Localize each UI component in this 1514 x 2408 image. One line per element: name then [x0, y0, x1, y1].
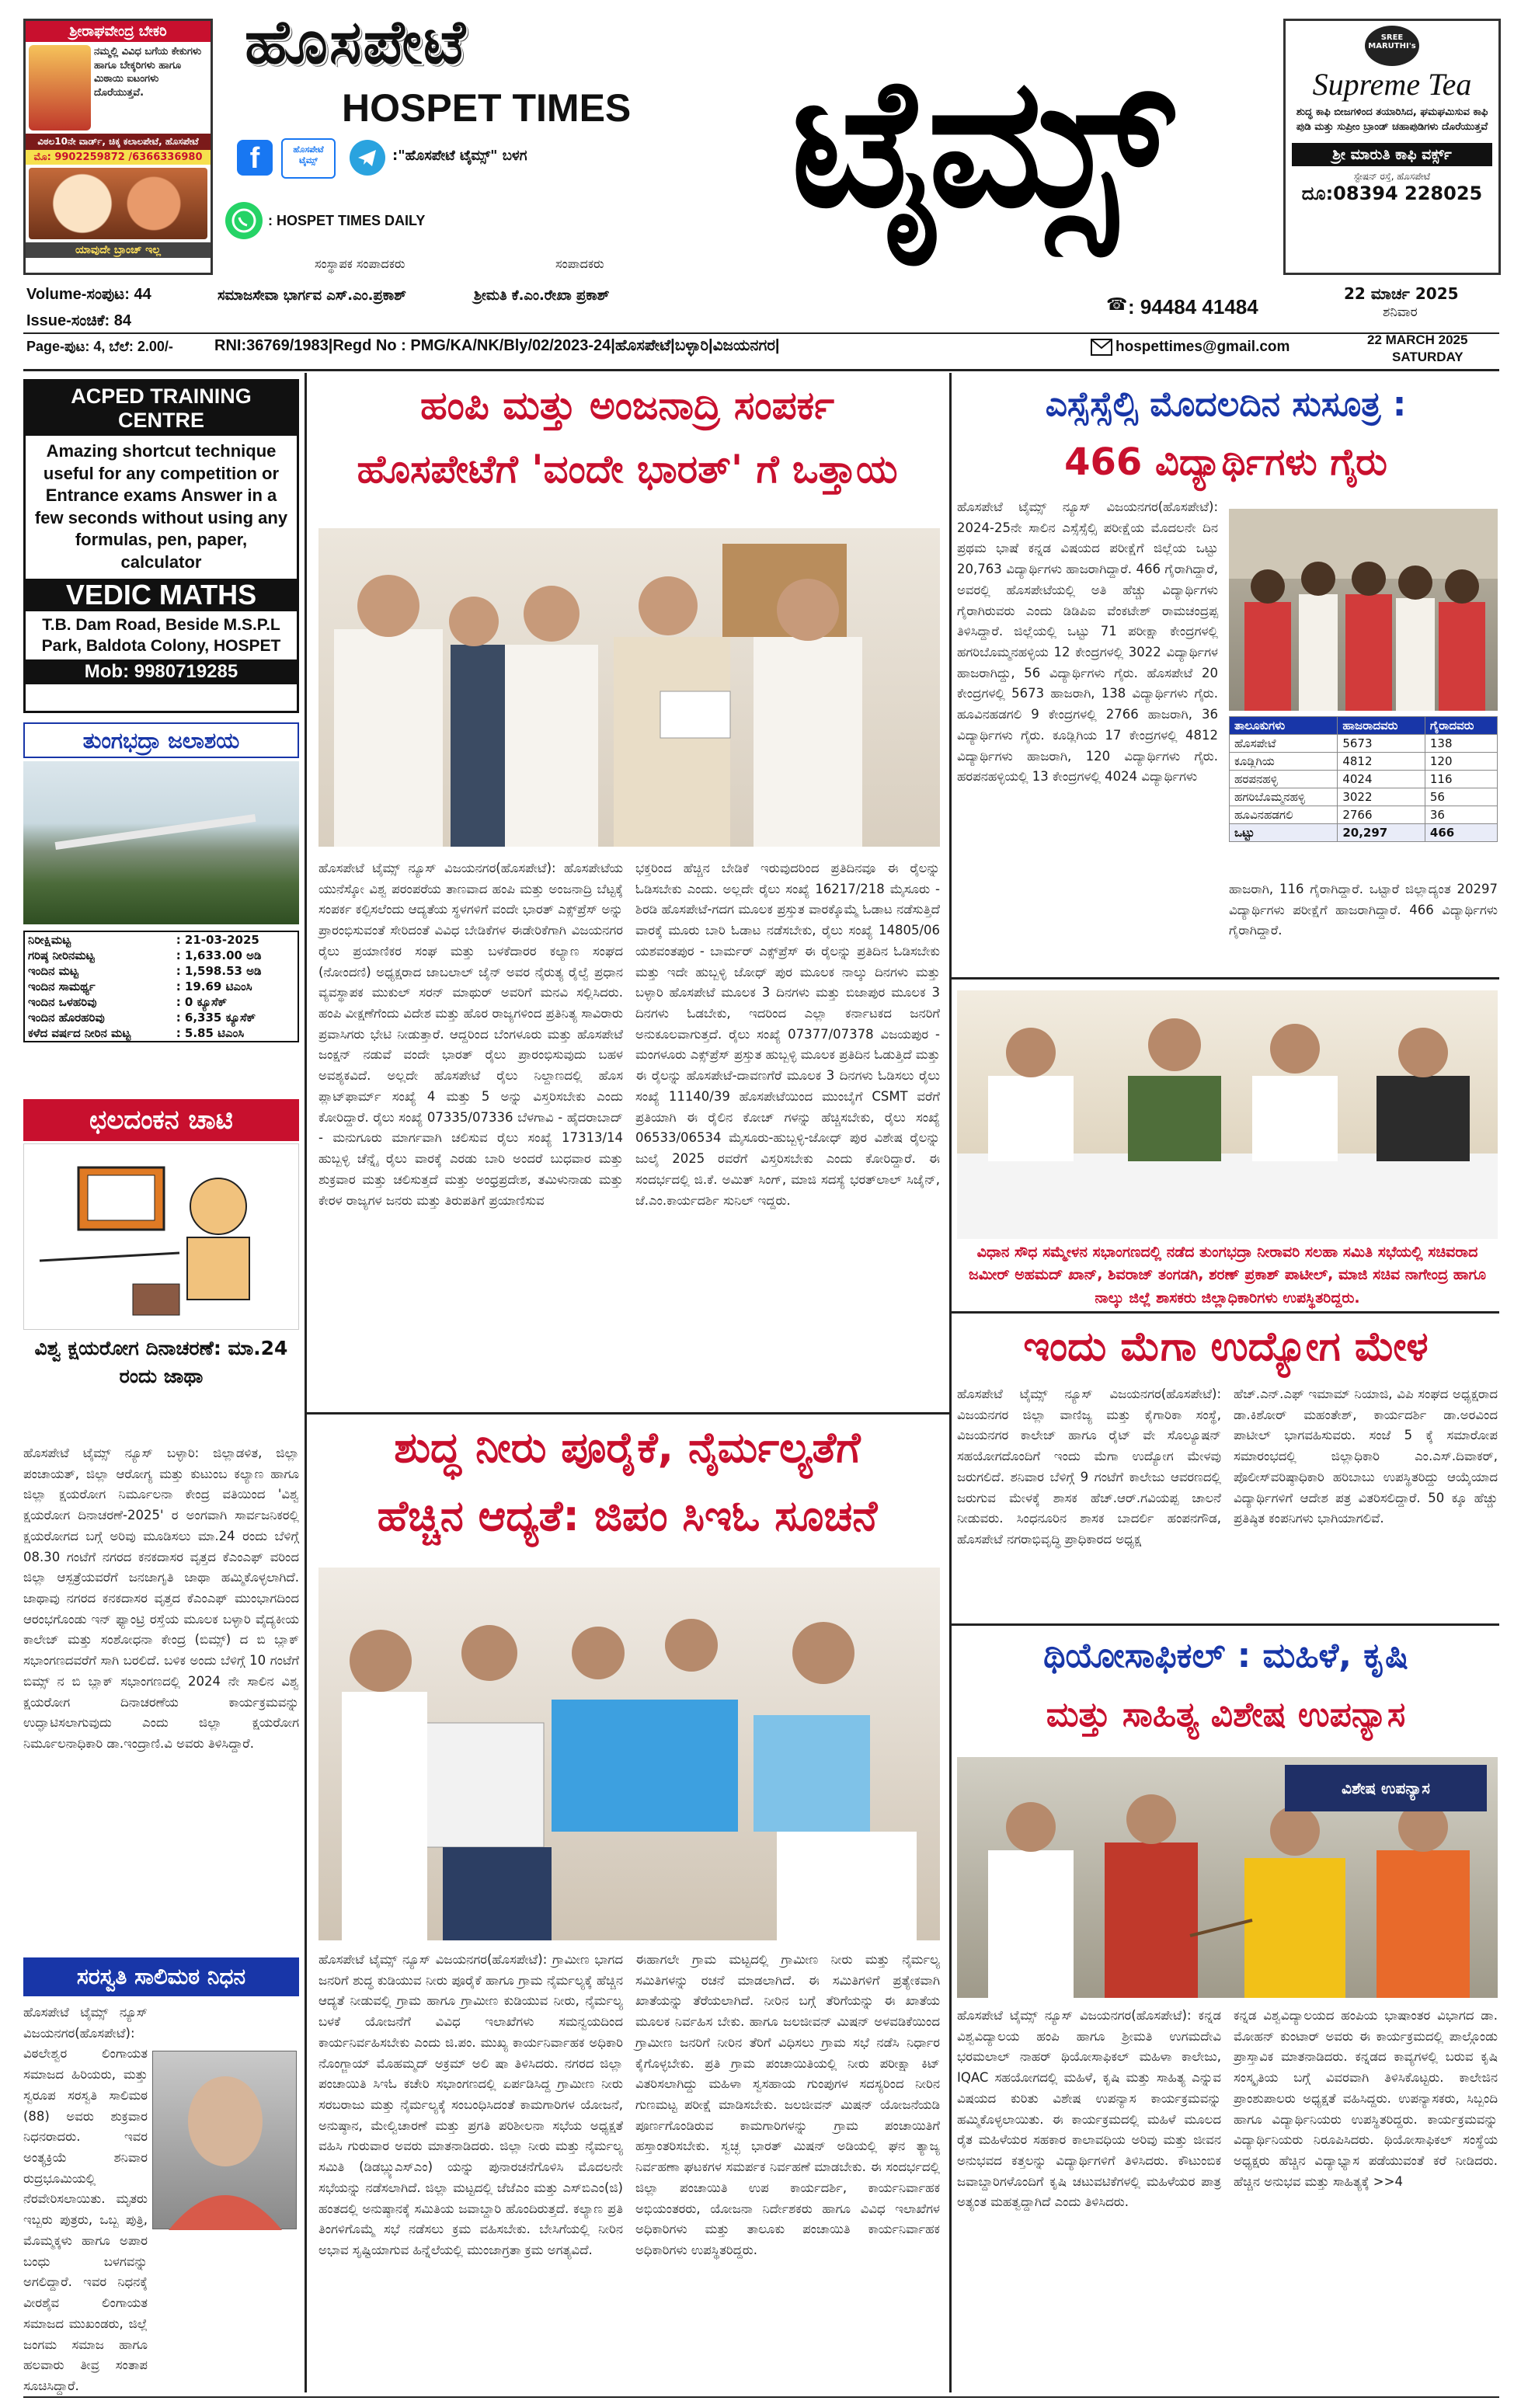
story1-column-2: ಭಕ್ತರಿಂದ ಹೆಚ್ಚಿನ ಬೇಡಿಕೆ ಇರುವುದರಿಂದ ಪ್ರತಿದಿನವೂ ಈ ರೈಲನ್ನು ಓಡಿಸಬೇಕು ಎಂದು. ಅಲ್ಲದೇ ರೈಲು ಸಂಖ್ಯೆ 16217/218 ಮೈಸೂರು - ಶಿರಡಿ ಹೊಸಪೇಟೆ-ಗದಗ ಮೂಲಕ ಪ್ರಸ್ತುತ ವಾರಕ್ಕೊಮ್ಮೆ ಓಡಾಟ ನಡೆಸುತ್ತಿದೆ ವಾರಕ್ಕೆ ಮೂರು ಬಾರಿ ಓಡಾಟ ನಡೆಸಬೇಕು, ರೈಲು ಸಂಖ್ಯೆ 14805/06 ಯಶವಂತಪುರ - ಬಾರ್ಮರ್ ಎಕ್ಸ್‌ಪ್ರೆಸ್ ಈ ರೈಲನ್ನು ಪ್ರತಿದಿನ ಓಡಿಸಬೇಕು ಮತ್ತು ಇದೇ ಹುಬ್ಬಳ್ಳಿ ಜೋಧ್ ಪುರ ಮೂಲಕ ನಾಲ್ಕು ದಿನಗಳು ಮತ್ತು ಬಳ್ಳಾರಿ ಹೊಸಪೇಟೆ ಮೂಲಕ 3 ದಿನಗಳು ಮತ್ತು ಬಿಜಾಪುರ ಮೂಲಕ 3 ದಿನಗಳು ಓಡಬೇಕು, ಇದರಿಂದ ಎಲ್ಲಾ ಕರ್ನಾಟಕದ ಜನರಿಗೆ ಅನುಕೂಲವಾಗುತ್ತದೆ. ರೈಲು ಸಂಖ್ಯೆ 07377/07378 ವಿಜಯಪುರ - ಮಂಗಳೂರು ಎಕ್ಸ್‌ಪ್ರೆಸ್ ಪ್ರಸ್ತುತ ಹುಬ್ಬಳ್ಳಿ ಮೂಲಕ ಪ್ರತಿದಿನ ಓಡುತ್ತಿದೆ ಮತ್ತು ಈ ರೈಲನ್ನು ಹೊಸಪೇಟೆ-ದಾವಣಗೆರೆ ಮೂಲಕ 3 ದಿನಗಳು ಓಡಿಸಲು ರೈಲು ಸಂಖ್ಯೆ 11140/39 ಹೊಸಪೇಟೆಯಿಂದ ಮುಂಬೈಗೆ CSMT ವರೆಗೆ ಪ್ರತಿಯಾಗಿ ಈ ರೈಲಿನ ಕೋಚ್ ಗಳನ್ನು ಹೆಚ್ಚಿಸಬೇಕು, ರೈಲು ಸಂಖ್ಯೆ 06533/06534 ಮೈಸೂರು-ಹುಬ್ಬಳ್ಳಿ-ಜೋಧ್ ಪುರ ವಿಶೇಷ ರೈಲನ್ನು ಜುಲೈ 2025 ರವರೆಗೆ ವಿಸ್ತರಿಸಬೇಕು ಎಂದು ಕೋರಿದ್ದಾರೆ. ಈ ಸಂದರ್ಭದಲ್ಲಿ ಜಿ.ಕೆ. ಅಮಿತ್ ಸಿಂಗ್, ಮಾಜಿ ಸದಸ್ಯೆ ಭರತ್‌ಲಾಲ್ ಸಿಜೈನ್, ಜೆ.ಎಂ.ಕಾರ್ಯದರ್ಶಿ ಸುನಿಲ್ ಇದ್ದರು. — [635, 861, 940, 1208]
bakery-ad — [23, 19, 213, 275]
registration-line: RNI:36769/1983|Regd No : PMG/KA/NK/Bly/02/2023-24|ಹೊಸಪೇಟೆ|ಬಳ್ಳಾರಿ|ವಿಜಯನಗರ| — [214, 337, 780, 354]
dam-level-label: ಇಂದಿನ ಒಳಹರಿವು — [28, 995, 97, 1009]
cartoon-image — [23, 1143, 299, 1330]
story6-column-2: ಕನ್ನಡ ವಿಶ್ವವಿದ್ಯಾಲಯದ ಹಂಪಿಯ ಭಾಷಾಂತರ ವಿಭಾಗದ ಡಾ. ಮೋಹನ್ ಕುಂಟಾರ್ ಅವರು ಈ ಕಾರ್ಯಕ್ರಮದಲ್ಲಿ ಪಾಲ್ಗೊಂಡು ಪ್ರಾಸ್ತಾವಿಕ ಮಾತನಾಡಿದರು. ಕನ್ನಡದ ಕಾವ್ಯಗಳಲ್ಲಿ ಬರುವ ಕೃಷಿ ಸಂಸ್ಕೃತಿಯ ಬಗ್ಗೆ ವಿವರವಾಗಿ ತಿಳಿಸಿಕೊಟ್ಟರು. ಕಾಲೇಜಿನ ಪ್ರಾಂಶುಪಾಲರು ಅಧ್ಯಕ್ಷತೆ ವಹಿಸಿದ್ದರು. ಉಪನ್ಯಾಸಕರು, ಸಿಬ್ಬಂದಿ ಹಾಗೂ ವಿದ್ಯಾರ್ಥಿನಿಯರು ಉಪಸ್ಥಿತರಿದ್ದರು. ಕಾರ್ಯಕ್ರಮವನ್ನು ವಿದ್ಯಾರ್ಥಿನಿಯರು ನಿರೂಪಿಸಿದರು. ಥಿಯೋಸಾಫಿಕಲ್ ಸಂಸ್ಥೆಯ ಅಧ್ಯಕ್ಷರು ಹೆಚ್ಚಿನ ವಿದ್ಯಾಭ್ಯಾಸ ಪಡೆಯುವಂತೆ ಕರೆ ನೀಡಿದರು. ಹೆಚ್ಚಿನ ಅನುಭವ ಮತ್ತು ಸಾಹಿತ್ಯಕ್ಕೆ >>4 — [1234, 2008, 1498, 2189]
cartoon-caption: ವಿಶ್ವ ಕ್ಷಯರೋಗ ದಿನಾಚರಣೆ: ಮಾ.24 ರಂದು ಜಾಥಾ — [34, 1337, 288, 1388]
exam-table-cell: 20,297 — [1338, 824, 1425, 842]
story1-photo — [318, 528, 940, 847]
story2-column-1: ಹೊಸಪೇಟೆ ಟೈಮ್ಸ್ ನ್ಯೂಸ್ ವಿಜಯನಗರ(ಹೊಸಪೇಟೆ): ಗ್ರಾಮೀಣ ಭಾಗದ ಜನರಿಗೆ ಶುದ್ಧ ಕುಡಿಯುವ ನೀರು ಪೂರೈಕೆ ಹಾಗೂ ಗ್ರಾಮ ನೈರ್ಮಲ್ಯಕ್ಕೆ ಹೆಚ್ಚಿನ ಆದ್ಯತೆ ನೀಡುವಲ್ಲಿ ಗ್ರಾಮ ಹಾಗೂ ಗ್ರಾಮೀಣ ಕುಡಿಯುವ ನೀರು, ನೈರ್ಮಲ್ಯ ಬಳಕೆ ಯೋಜನೆಗೆ ವಿವಿಧ ಇಲಾಖೆಗಳು ಸಮನ್ವಯದಿಂದ ಕಾರ್ಯನಿರ್ವಹಿಸಬೇಕು ಎಂದು ಜಿ.ಪಂ. ಮುಖ್ಯ ಕಾರ್ಯನಿರ್ವಾಹಕ ಅಧಿಕಾರಿ ನೊಂಗ್ಜಾಯ್ ಮೊಹಮ್ಮದ್ ಅಕ್ರಮ್ ಅಲಿ ಷಾ ತಿಳಿಸಿದರು. ನಗರದ ಜಿಲ್ಲಾ ಪಂಚಾಯಿತಿ ಸಿಇಓ ಕಚೇರಿ ಸಭಾಂಗಣದಲ್ಲಿ ಏರ್ಪಡಿಸಿದ್ದ ಗ್ರಾಮೀಣ ನೀರು ಸರಬರಾಜು ಮತ್ತು ನೈರ್ಮಲ್ಯಕ್ಕೆ ಸಂಬಂಧಿಸಿದಂತೆ ಕಾಮಗಾರಿಗಳ ಯೋಜನೆ, ಅನುಷ್ಠಾನ, ಮೇಲ್ವಿಚಾರಣೆ ಮತ್ತು ಪ್ರಗತಿ ಪರಿಶೀಲನಾ ಸಭೆಯ ಅಧ್ಯಕ್ಷತೆ ವಹಿಸಿ ಗುರುವಾರ ಅವರು ಮಾತನಾಡಿದರು. ಜಿಲ್ಲಾ ನೀರು ಮತ್ತು ನೈರ್ಮಲ್ಯ ಸಮಿತಿ (ಡಿಡಬ್ಲ್ಯುಎಸ್‌ಎಂ) ಯನ್ನು ಪುನಾರಚನೆಗೊಳಿಸಿ ಮೊದಲನೇ ಸಭೆಯನ್ನು ನಡೆಸಲಾಗಿದೆ. ಜಿಲ್ಲಾ ಮಟ್ಟದಲ್ಲಿ ಜೆಜೆಎಂ ಮತ್ತು ಎಸ್‌ಬಿಎಂ(ಜಿ) ಹಂತದಲ್ಲಿ ಅನುಷ್ಠಾನಕ್ಕೆ ಸಮಿತಿಯ ಜವಾಬ್ದಾರಿ ಹೊಂದಿರುತ್ತದೆ. ಕಲ್ಯಾಣ ಪ್ರತಿ ತಿಂಗಳಿಗೊಮ್ಮೆ ಸಭೆ ನಡೆಸಲು ಕ್ರಮ ವಹಿಸಬೇಕು. ಬೇಸಿಗೆಯಲ್ಲಿ ನೀರಿನ ಅಭಾವ ಸೃಷ್ಟಿಯಾಗುವ ಹಿನ್ನೆಲೆಯಲ್ಲಿ ಮುಂಜಾಗ್ರತಾ ಕ್ರಮ ಅಗತ್ಯವಿದೆ. — [318, 1952, 623, 2258]
lecture-banner: ವಿಶೇಷ ಉಪನ್ಯಾಸ — [1285, 1765, 1487, 1811]
exam-table-header: ತಾಲೂಕುಗಳು — [1230, 717, 1338, 735]
deity-image — [29, 45, 91, 130]
dam-level-label: ಇಂದಿನ ಹೊರಹರಿವು — [28, 1011, 105, 1025]
exam-table-cell: ಹರಪನಹಳ್ಳಿ — [1230, 771, 1338, 788]
dam-level-value: : 5.85 ಟಿಎಂಸಿ — [176, 1026, 245, 1040]
dam-level-row — [24, 1010, 298, 1025]
exam-table-cell: 466 — [1425, 824, 1497, 842]
exam-table-cell: ಕೂಡ್ಲಿಗಿಯ — [1230, 753, 1338, 771]
story3-photo — [1229, 509, 1498, 711]
group-label: :"ಹೊಸಪೇಟೆ ಟೈಮ್ಸ್" ಬಳಗ — [392, 148, 527, 164]
bakery-ad-address: ವಿಠಲ10ನೇ ವಾರ್ಡ್, ಚಿಕ್ಕ ಕಲಾಲಪೇಟೆ, ಹೊಸಪೇಟೆ — [26, 134, 211, 150]
exam-table-cell: ಹಗರಿಬೊಮ್ಮನಹಳ್ಳಿ — [1230, 788, 1338, 806]
telegram-icon[interactable] — [350, 140, 385, 176]
exam-table-cell: 2766 — [1338, 806, 1425, 824]
editor-name: ಶ್ರೀಮತಿ ಕೆ.ಎಂ.ರೇಖಾ ಪ್ರಕಾಶ್ — [474, 287, 610, 304]
phone-number: : 94484 41484 — [1128, 295, 1258, 318]
dam-level-row — [24, 931, 298, 948]
big-title: ಟೈಮ್ಸ್ — [791, 40, 1167, 247]
dam-level-label: ಕಳೆದ ವರ್ಷದ ನೀರಿನ ಮಟ್ಟ — [28, 1026, 131, 1040]
bakery-ad-phones: ಮೊ: 9902259872 /6366336980 — [26, 150, 211, 165]
facebook-page-label: ಹೊಸಪೇಟೆ ಟೈಮ್ಸ್ — [281, 138, 336, 179]
exam-table-row — [1230, 788, 1498, 806]
date-kannada: 22 ಮಾರ್ಚ 2025 — [1344, 284, 1459, 303]
exam-table-cell: ಹೂವಿನಹಡಗಲಿ — [1230, 806, 1338, 824]
tea-brand: Supreme Tea — [1312, 67, 1472, 102]
acped-title: ACPED TRAINING CENTRE — [26, 381, 297, 436]
story2-column-2: ಈಹಾಗಲೇ ಗ್ರಾಮ ಮಟ್ಟದಲ್ಲಿ ಗ್ರಾಮೀಣ ನೀರು ಮತ್ತು ನೈರ್ಮಲ್ಯ ಸಮಿತಿಗಳನ್ನು ರಚನೆ ಮಾಡಲಾಗಿದೆ. ಈ ಸಮಿತಿಗಳಿಗೆ ಪ್ರತ್ಯೇಕವಾಗಿ ಖಾತೆಯನ್ನು ತೆರೆಯಲಾಗಿದೆ. ನೀರಿನ ಬಗ್ಗೆ ತೆರಿಗೆಯನ್ನು ಈ ಖಾತೆಯ ಮೂಲಕ ನಿರ್ವಹಿಸ ಬೇಕು. ಹಾಗೂ ಜಲಜೀವನ್ ಮಿಷನ್ ಅಳವಡಿಕೆಯಿಂದ ಗ್ರಾಮೀಣ ಜನರಿಗೆ ನೀರಿನ ತೆರಿಗೆ ವಿಧಿಸಲು ಗ್ರಾಮ ಸಭೆ ನಡೆಸಿ ನಿರ್ಧಾರ ಕೈಗೊಳ್ಳಬೇಕು. ಪ್ರತಿ ಗ್ರಾಮ ಪಂಚಾಯಿತಿಯಲ್ಲಿ ನೀರು ಪರೀಕ್ಷಾ ಕಿಟ್ ವಿತರಿಸಲಾಗಿದ್ದು ಮಹಿಳಾ ಸ್ವಸಹಾಯ ಗುಂಪುಗಳ ಸದಸ್ಯರಿಂದ ನೀರಿನ ಗುಣಮಟ್ಟ ಪರೀಕ್ಷೆ ಮಾಡಿಸಬೇಕು. ಜಲಜೀವನ್ ಮಿಷನ್ ಯೋಜನೆಯಡಿ ಪೂರ್ಣಗೊಂಡಿರುವ ಕಾಮಗಾರಿಗಳನ್ನು ಗ್ರಾಮ ಪಂಚಾಯಿತಿಗೆ ಹಸ್ತಾಂತರಿಸಬೇಕು. ಸ್ವಚ್ಛ ಭಾರತ್ ಮಿಷನ್ ಅಡಿಯಲ್ಲಿ ಘನ ತ್ಯಾಜ್ಯ ನಿರ್ವಹಣಾ ಘಟಕಗಳ ಸಮರ್ಪಕ ನಿರ್ವಹಣೆ ಮಾಡಬೇಕು. ಈ ಸಂದರ್ಭದಲ್ಲಿ ಜಿಲ್ಲಾ ಪಂಚಾಯಿತಿ ಉಪ ಕಾರ್ಯದರ್ಶಿ, ಕಾರ್ಯನಿರ್ವಾಹಕ ಅಭಿಯಂತರರು, ಯೋಜನಾ ನಿರ್ದೇಶಕರು ಹಾಗೂ ವಿವಿಧ ಇಲಾಖೆಗಳ ಅಧಿಕಾರಿಗಳು ಮತ್ತು ತಾಲೂಕು ಪಂಚಾಯಿತಿ ಕಾರ್ಯನಿರ್ವಾಹಕ ಅಧಿಕಾರಿಗಳು ಉಪಸ್ಥಿತರಿದ್ದರು. — [635, 1952, 940, 2258]
vedic-maths: VEDIC MATHS — [26, 579, 297, 611]
dam-title: ತುಂಗಭದ್ರಾ ಜಲಾಶಯ — [23, 722, 299, 758]
story5-headline: ಇಂದು ಮೆಗಾ ಉದ್ಯೋಗ ಮೇಳ — [1023, 1324, 1429, 1370]
story1-headline-2: ಹೊಸಪೇಟೆಗೆ 'ವಂದೇ ಭಾರತ್' ಗೆ ಒತ್ತಾಯ — [357, 447, 898, 492]
tea-phone: ದೂ:08394 228025 — [1301, 182, 1483, 204]
exam-table-header: ಹಾಜರಾದವರು — [1338, 717, 1425, 735]
dam-levels — [23, 931, 299, 1042]
day-english: SATURDAY — [1392, 350, 1464, 364]
obituary-title: ಸರಸ್ವತಿ ಸಾಲಿಮಠ ನಿಧನ — [23, 1957, 299, 1996]
date-english: 22 MARCH 2025 — [1367, 332, 1468, 347]
exam-table-cell: 4024 — [1338, 771, 1425, 788]
acped-text: Amazing shortcut technique useful for any competition or Entrance exams Answer in a few seconds without using any formulas, pen, paper, calculator — [34, 441, 288, 572]
tea-desc: ಶುದ್ಧ ಕಾಫಿ ಬೀಜಗಳಿಂದ ತಯಾರಿಸಿದ, ಘಮಘಮಿಸುವ ಕಾಫಿ ಪುಡಿ ಮತ್ತು ಸುಪ್ರೀಂ ಬ್ರಾಂಡ್ ಚಹಾಪುಡಿಗಳು ದೊರೆಯುತ್ತವೆ — [1296, 106, 1488, 133]
obituary-photo — [152, 2051, 297, 2229]
story6-headline-1: ಥಿಯೋಸಾಫಿಕಲ್ : ಮಹಿಳೆ, ಕೃಷಿ — [1043, 1636, 1408, 1676]
bakery-ad-desc: ನಮ್ಮಲ್ಲಿ ವಿವಿಧ ಬಗೆಯ ಕೇಕುಗಳು ಹಾಗೂ ಬೇಕ್ಕರಿಗಳು ಹಾಗೂ ಮಿಠಾಯಿ ಐಟಂಗಳು ದೊರೆಯುತ್ತವೆ. — [94, 46, 202, 99]
story3-headline-1: ಎಸ್ಸೆಸ್ಸೆಲ್ಸಿ ಮೊದಲದಿನ ಸುಸೂತ್ರ : — [1045, 385, 1407, 424]
title-kannada: ಹೊಸಪೇಟೆ — [245, 8, 468, 78]
tea-address: ಸ್ಟೇಷನ್ ರಸ್ತೆ, ಹೊಸಪೇಟೆ — [1353, 170, 1431, 182]
meeting-caption: ವಿಧಾನ ಸೌಧ ಸಮ್ಮೇಳನ ಸಭಾಂಗಣದಲ್ಲಿ ನಡೆದ ತುಂಗಭದ್ರಾ ನೀರಾವರಿ ಸಲಹಾ ಸಮಿತಿ ಸಭೆಯಲ್ಲಿ ಸಚಿವರಾದ ಜಮೀರ್ ಅಹಮದ್ ಖಾನ್, ಶಿವರಾಜ್ ತಂಗಡಗಿ, ಶರಣ್ ಪ್ರಕಾಶ್ ಪಾಟೀಲ್, ಮಾಜಿ ಸಚಿವ ನಾಗೇಂದ್ರ ಹಾಗೂ ನಾಲ್ಕು ಜಿಲ್ಲೆ ಶಾಸಕರು ಜಿಲ್ಲಾಧಿಕಾರಿಗಳು ಉಪಸ್ಥಿತರಿದ್ದರು. — [969, 1244, 1486, 1307]
story2-headline-2: ಹೆಚ್ಚಿನ ಆದ್ಯತೆ: ಜಿಪಂ ಸಿಇಓ ಸೂಚನೆ — [377, 1491, 878, 1540]
dam-level-row — [24, 963, 298, 979]
story2-photo — [318, 1568, 940, 1940]
story5-column-2: ಹೆಚ್.ಎನ್.ಎಫ್ ಇಮಾಮ್ ನಿಯಾಜಿ, ವಿಪಿ ಸಂಘದ ಅಧ್ಯಕ್ಷರಾದ ಡಾ.ಕಿಶೋರ್ ಮಹಂತೇಶ್, ಕಾರ್ಯದರ್ಶಿ ಡಾ.ಅರವಿಂದ ಪಾಟೀಲ್ ಭಾಗವಹಿಸುವರು. ಸಂಜೆ 5 ಕ್ಕೆ ಸಮಾರೋಪ ಸಮಾರಂಭದಲ್ಲಿ ಜಿಲ್ಲಾಧಿಕಾರಿ ಎಂ.ಎಸ್.ದಿವಾಕರ್, ಪೊಲೀಸ್‌ವರಿಷ್ಠಾಧಿಕಾರಿ ಹರಿಬಾಬು ಉಪಸ್ಥಿತರಿದ್ದು ಆಯ್ಕೆಯಾದ ವಿದ್ಯಾರ್ಥಿಗಳಿಗೆ ಆದೇಶ ಪತ್ರ ವಿತರಿಸಲಿದ್ದಾರೆ. 50 ಕ್ಕೂ ಹೆಚ್ಚು ಪ್ರತಿಷ್ಠಿತ ಕಂಪನಿಗಳು ಭಾಗಿಯಾಗಲಿವೆ. — [1234, 1387, 1498, 1526]
bakery-ad-footer: ಯಾವುದೇ ಬ್ರಾಂಚ್ ಇಲ್ಲ — [26, 242, 211, 258]
dam-level-value: : 1,598.53 ಅಡಿ — [176, 964, 262, 978]
volume: Volume-ಸಂಪುಟ: 44 — [26, 286, 151, 303]
cake-image — [29, 168, 207, 239]
exam-table-cell: 138 — [1425, 735, 1497, 753]
facebook-icon[interactable]: f — [237, 140, 273, 176]
dam-level-value: : 0 ಕ್ಯೂಸೆಕ್ — [176, 995, 228, 1009]
exam-table-row — [1230, 771, 1498, 788]
dam-level-label: ನಿರೀಕ್ಷಿಮಟ್ಟ — [28, 933, 71, 947]
exam-table-cell: ಹೊಸಪೇಟೆ — [1230, 735, 1338, 753]
story2-headline-1: ಶುದ್ಧ ನೀರು ಪೂರೈಕೆ, ನೈರ್ಮಲ್ಯತೆಗೆ — [394, 1423, 861, 1472]
dam-level-row — [24, 948, 298, 963]
tea-ad — [1283, 19, 1501, 275]
pages-price: Page-ಪುಟ: 4, ಬೆಲೆ: 2.00/- — [26, 339, 173, 354]
acped-ad — [23, 379, 299, 713]
exam-table-cell: ಒಟ್ಟು — [1230, 824, 1338, 842]
dam-level-value: : 6,335 ಕ್ಯೂಸೆಕ್ — [176, 1011, 256, 1025]
exam-table-cell: 36 — [1425, 806, 1497, 824]
exam-table-row — [1230, 735, 1498, 753]
title-english: HOSPET TIMES — [342, 86, 632, 130]
bakery-ad-name: ಶ್ರೀರಾಘವೇಂದ್ರ ಬೇಕರಿ — [26, 21, 211, 42]
exam-table-cell: 3022 — [1338, 788, 1425, 806]
masthead — [0, 0, 1514, 373]
exam-table-row — [1230, 753, 1498, 771]
tea-shop: ಶ್ರೀ ಮಾರುತಿ ಕಾಫಿ ವರ್ಕ್ಸ್ — [1292, 143, 1492, 166]
lecture-photo — [957, 1757, 1498, 1998]
exam-table-row — [1230, 824, 1498, 842]
exam-table-cell: 56 — [1425, 788, 1497, 806]
founder-name: ಸಮಾಜಸೇವಾ ಭಾರ್ಗವ ಎಸ್.ಎಂ.ಪ್ರಕಾಶ್ — [218, 287, 406, 304]
exam-table-header: ಗೈರಾದವರು — [1425, 717, 1497, 735]
dam-level-row — [24, 994, 298, 1010]
dam-level-label: ಇಂದಿನ ಸಾಮರ್ಥ್ಯ — [28, 980, 96, 993]
story1-headline-1: ಹಂಪಿ ಮತ್ತು ಅಂಜನಾದ್ರಿ ಸಂಪರ್ಕ — [419, 383, 835, 428]
story3-headline-2: 466 ವಿದ್ಯಾರ್ಥಿಗಳು ಗೈರು — [1064, 440, 1387, 484]
cartoon-title: ಛಲದಂಕನ ಚಾಟಿ — [23, 1099, 299, 1141]
whatsapp-icon[interactable] — [225, 202, 263, 239]
story3-text-bottom: ಹಾಜರಾಗಿ, 116 ಗೈರಾಗಿದ್ದಾರೆ. ಒಟ್ಟಾರೆ ಜಿಲ್ಲಾದ್ಯಂತ 20297 ವಿದ್ಯಾರ್ಥಿಗಳು ಪರೀಕ್ಷೆಗೆ ಹಾಜರಾಗಿದ್ದಾರೆ. 466 ವಿದ್ಯಾರ್ಥಿಗಳು ಗೈರಾಗಿದ್ದಾರೆ. — [1229, 882, 1498, 938]
tea-logo: SREE MARUTHI's — [1365, 26, 1419, 66]
exam-table — [1229, 716, 1498, 842]
exam-table-grid — [1229, 716, 1498, 842]
dam-level-value: : 1,633.00 ಅಡಿ — [176, 948, 262, 962]
vedic-mobile: Mob: 9980719285 — [26, 659, 297, 684]
editor-role: ಸಂಪಾದಕರು — [555, 256, 604, 271]
story5-column-1: ಹೊಸಪೇಟೆ ಟೈಮ್ಸ್ ನ್ಯೂಸ್ ವಿಜಯನಗರ(ಹೊಸಪೇಟೆ): ವಿಜಯನಗರ ಜಿಲ್ಲಾ ವಾಣಿಜ್ಯ ಮತ್ತು ಕೈಗಾರಿಕಾ ಸಂಸ್ಥೆ, ವಿಜಯನಗರ ಕಾಲೇಜ್ ಹಾಗೂ ರೈಟ್ ವೇ ಸೊಲ್ಯೂಷನ್ ಸಹಯೋಗದೊಂದಿಗೆ ಇಂದು ಮೆಗಾ ಉದ್ಯೋಗ ಮೇಳವು ಜರುಗಲಿದೆ. ಶನಿವಾರ ಬೆಳಿಗ್ಗೆ 9 ಗಂಟೆಗೆ ಕಾಲೇಜು ಆವರಣದಲ್ಲಿ ಜರುಗುವ ಮೇಳಕ್ಕೆ ಶಾಸಕ ಹೆಚ್.ಆರ್.ಗವಿಯಪ್ಪ ಚಾಲನೆ ನೀಡುವರು. ಸಿಂಧನೂರಿನ ಶಾಸಕ ಬಾದರ್ಲಿ ಹಂಪನಗೌಡ, ಹೊಸಪೇಟೆ ನಗರಾಭಿವೃದ್ಧಿ ಪ್ರಾಧಿಕಾರದ ಅಧ್ಯಕ್ಷ — [957, 1387, 1221, 1547]
exam-table-row — [1230, 806, 1498, 824]
exam-table-cell: 116 — [1425, 771, 1497, 788]
story1-column-1: ಹೊಸಪೇಟೆ ಟೈಮ್ಸ್ ನ್ಯೂಸ್ ವಿಜಯನಗರ(ಹೊಸಪೇಟೆ): ಹೊಸಪೇಟೆಯ ಯುನೆಸ್ಕೋ ವಿಶ್ವ ಪರಂಪರೆಯ ತಾಣವಾದ ಹಂಪಿ ಮತ್ತು ಅಂಜನಾದ್ರಿ ಬೆಟ್ಟಕ್ಕೆ ಸಂಪರ್ಕ ಕಲ್ಪಿಸಲೆಂದು ಆದ್ಯತೆಯ ಸ್ಥಳಗಳಿಗೆ ವಂದೇ ಭಾರತ್ ಎಕ್ಸ್‌ಪ್ರೆಸ್ ಅನ್ನು ಪ್ರಾರಂಭಿಸುವಂತೆ ಸೇರಿದಂತೆ ವಿವಿಧ ಬೇಡಿಕೆಗಳ ಈಡೇರಿಕೆಗಾಗಿ ವಿಜಯನಗರ ರೈಲು ಪ್ರಯಾಣಿಕರ ಸಂಘ ಮತ್ತು ಬಳಕೆದಾರರ ಕಲ್ಯಾಣ ಸಂಘದ (ನೋಂದಣಿ) ಅಧ್ಯಕ್ಷರಾದ ಜಾಬಲಾಲ್ ಜೈನ್ ಅವರ ನೈರುತ್ಯ ರೈಲ್ವೆ ಪ್ರಧಾನ ವ್ಯವಸ್ಥಾಪಕ ಮುಕುಲ್ ಸರನ್ ಮಾಥುರ್ ಅವರಿಗೆ ಮನವಿ ಸಲ್ಲಿಸಿದರು. ಹಂಪಿ ವೀಕ್ಷಣೆಗೆಂದು ವಿದೇಶ ಮತ್ತು ಹೊರ ರಾಜ್ಯಗಳಿಂದ ಪ್ರತಿನಿತ್ಯ ಸಾವಿರಾರು ಪ್ರವಾಸಿಗರು ಭೇಟಿ ನೀಡುತ್ತಾರೆ. ಆದ್ದರಿಂದ ಬೆಂಗಳೂರು ಮತ್ತು ಹೊಸಪೇಟೆ ಜಂಕ್ಷನ್ ನಡುವೆ ವಂದೇ ಭಾರತ್ ರೈಲು ಪ್ರಾರಂಭಿಸುವುದು ಬಹಳ ಅವಶ್ಯಕವಿದೆ. ಅಲ್ಲದೇ ಹೊಸಪೇಟೆ ರೈಲು ನಿಲ್ದಾಣದಲ್ಲಿ ಹೊಸ ಪ್ಲಾಟ್‌ಫಾರ್ಮ್ ಸಂಖ್ಯೆ 4 ಮತ್ತು 5 ಅನ್ನು ವಿಸ್ತರಿಸಬೇಕು ಎಂದು ಕೋರಿದ್ದಾರೆ. ರೈಲು ಸಂಖ್ಯೆ 07335/07336 ಬೆಳಗಾವಿ - ಹೈದರಾಬಾದ್ - ಮನುಗೂರು ಮಾರ್ಗವಾಗಿ ಚಲಿಸುವ ರೈಲು ಸಂಖ್ಯೆ 17313/14 ಹುಬ್ಬಳ್ಳಿ ಚೆನ್ನೈ ರೈಲು ವಾರಕ್ಕೆ ಎರಡು ಬಾರಿ ಅಂದರೆ ಬುಧವಾರ ಮತ್ತು ಶುಕ್ರವಾರ ಮತ್ತು ಚಲಿಸುತ್ತದೆ ಮತ್ತು ಅಂಧ್ರಪ್ರದೇಶ, ತಮಿಳುನಾಡು ಮತ್ತು ಕೇರಳ ರಾಜ್ಯಗಳ ಜನರು ಮತ್ತು ತಿರುಪತಿಗೆ ಪ್ರಯಾಣಿಸುವ — [318, 861, 623, 1208]
story6-headline-2: ಮತ್ತು ಸಾಹಿತ್ಯ ವಿಶೇಷ ಉಪನ್ಯಾಸ — [1046, 1695, 1406, 1735]
exam-table-cell: 120 — [1425, 753, 1497, 771]
day-kannada: ಶನಿವಾರ — [1383, 304, 1418, 320]
dam-level-row — [24, 1025, 298, 1042]
obituary-text: ಹೊಸಪೇಟೆ ಟೈಮ್ಸ್ ನ್ಯೂಸ್ ವಿಜಯನಗರ(ಹೊಸಪೇಟೆ): ವಿಠಲೇಶ್ವರ ಲಿಂಗಾಯತ ಸಮಾಜದ ಹಿರಿಯರು, ಮತ್ತು ಸ್ವರೂಪ ಸರಸ್ವತಿ ಸಾಲಿಮಠ (88) ಅವರು ಶುಕ್ರವಾರ ನಿಧನರಾದರು. ಇವರ ಅಂತ್ಯಕ್ರಿಯೆ ಶನಿವಾರ ರುದ್ರಭೂಮಿಯಲ್ಲಿ ನೆರವೇರಿಸಲಾಯಿತು. ಮೃತರು ಇಬ್ಬರು ಪುತ್ರರು, ಒಬ್ಬ ಪುತ್ರಿ, ಮೊಮ್ಮಕ್ಕಳು ಹಾಗೂ ಅಪಾರ ಬಂಧು ಬಳಗವನ್ನು ಅಗಲಿದ್ದಾರೆ. ಇವರ ನಿಧನಕ್ಕೆ ವೀರಶೈವ ಲಿಂಗಾಯತ ಸಮಾಜದ ಮುಖಂಡರು, ಜಿಲ್ಲೆ ಜಂಗಮ ಸಮಾಜ ಹಾಗೂ ಹಲವಾರು ತೀವ್ರ ಸಂತಾಪ ಸೂಚಿಸಿದ್ದಾರೆ. — [23, 2005, 148, 2393]
whatsapp-label: : HOSPET TIMES DAILY — [268, 213, 426, 228]
exam-table-cell: 4812 — [1338, 753, 1425, 771]
dam-level-label: ಗರಿಷ್ಠ ನೀರಿನಮಟ್ಟ — [28, 948, 95, 962]
mail-icon — [1091, 339, 1112, 356]
tb-rally-text: ಹೊಸಪೇಟೆ ಟೈಮ್ಸ್ ನ್ಯೂಸ್ ಬಳ್ಳಾರಿ: ಜಿಲ್ಲಾಡಳಿತ, ಜಿಲ್ಲಾ ಪಂಚಾಯತ್, ಜಿಲ್ಲಾ ಆರೋಗ್ಯ ಮತ್ತು ಕುಟುಂಬ ಕಲ್ಯಾಣ ಹಾಗೂ ಜಿಲ್ಲಾ ಕ್ಷಯರೋಗ ನಿರ್ಮೂಲನಾ ಕೇಂದ್ರ ವತಿಯಿಂದ 'ವಿಶ್ವ ಕ್ಷಯರೋಗ ದಿನಾಚರಣೆ-2025' ರ ಅಂಗವಾಗಿ ಸಾರ್ವಜನಿಕರಲ್ಲಿ ಕ್ಷಯರೋಗದ ಬಗ್ಗೆ ಅರಿವು ಮೂಡಿಸಲು ಮಾ.24 ರಂದು ಬೆಳಿಗ್ಗೆ 08.30 ಗಂಟೆಗೆ ನಗರದ ಕನಕದಾಸರ ವೃತ್ತದ ಕೆಎಂಎಫ್ ವರಿಂದ ಜಿಲ್ಲಾ ಆಸ್ಪತ್ರೆಯವರೆಗೆ ಜನಜಾಗೃತಿ ಜಾಥಾ ಹಮ್ಮಿಕೊಳ್ಳಲಾಗಿದೆ. ಜಾಥಾವು ನಗರದ ಕನಕದಾಸರ ವೃತ್ತದ ಕೆಎಂಎಫ್ ಮುಂಭಾಗದಿಂದ ಆರಂಭಗೊಂಡು ಇನ್ ಫ್ಯಾಂಟ್ರಿ ರಸ್ತೆಯ ಮೂಲಕ ಬಳ್ಳಾರಿ ವೈದ್ಯಕೀಯ ಕಾಲೇಜ್ ಮತ್ತು ಸಂಶೋಧನಾ ಕೇಂದ್ರ (ಬಿಮ್ಸ್) ದ ಬಿ ಬ್ಲಾಕ್ ಸಭಾಂಗಣದವರೆಗೆ ಸಾಗಿ ಬರಲಿದೆ. ಬಳಿಕ ಅಂದು ಬೆಳಿಗ್ಗೆ 10 ಗಂಟೆಗೆ ಬಿಮ್ಸ್ ನ ಬಿ ಬ್ಲಾಕ್ ಸಭಾಂಗಣದಲ್ಲಿ 2024 ನೇ ಸಾಲಿನ ವಿಶ್ವ ಕ್ಷಯರೋಗ ದಿನಾಚರಣೆಯ ಕಾರ್ಯಕ್ರಮವನ್ನು ಉದ್ಘಾಟಿಸಲಾಗುವುದು ಎಂದು ಜಿಲ್ಲಾ ಕ್ಷಯರೋಗ ನಿರ್ಮೂಲನಾಧಿಕಾರಿ ಡಾ.ಇಂದ್ರಾಣಿ.ವಿ ಅವರು ತಿಳಿಸಿದ್ದಾರೆ. — [23, 1446, 299, 1752]
story3-text: ಹೊಸಪೇಟೆ ಟೈಮ್ಸ್ ನ್ಯೂಸ್ ವಿಜಯನಗರ(ಹೊಸಪೇಟೆ): 2024-25ನೇ ಸಾಲಿನ ಎಸ್ಸೆಸ್ಸೆಲ್ಸಿ ಪರೀಕ್ಷೆಯ ಮೊದಲನೇ ದಿನ ಪ್ರಥಮ ಭಾಷೆ ಕನ್ನಡ ವಿಷಯದ ಪರೀಕ್ಷೆಗೆ ಜಿಲ್ಲೆಯ ಒಟ್ಟು 20,763 ವಿದ್ಯಾರ್ಥಿಗಳು ಹಾಜರಾಗಿದ್ದಾರೆ. 466 ಗೈರಾಗಿದ್ದಾರೆ, ಅವರಲ್ಲಿ ಹೊಸಪೇಟೆಯಲ್ಲಿ ಅತಿ ಹೆಚ್ಚು ವಿದ್ಯಾರ್ಥಿಗಳು ಗೈರಾಗಿರುವರು ಎಂದು ಡಿಡಿಪಿಐ ವೆಂಕಟೇಶ್ ರಾಮಚಂದ್ರಪ್ಪ ತಿಳಿಸಿದ್ದಾರೆ. ಜಿಲ್ಲೆಯಲ್ಲಿ ಒಟ್ಟು 71 ಪರೀಕ್ಷಾ ಕೇಂದ್ರಗಳಲ್ಲಿ ಹಗರಿಬೊಮ್ಮನಹಳ್ಳಿಯ 12 ಕೇಂದ್ರಗಳಲ್ಲಿ 3022 ವಿದ್ಯಾರ್ಥಿಗಳ ಹಾಜರಾಗಿದ್ದು, 56 ವಿದ್ಯಾರ್ಥಿಗಳು ಗೈರು. ಹೊಸಪೇಟೆ 20 ಕೇಂದ್ರಗಳಲ್ಲಿ 5673 ಹಾಜರಾಗಿ, 138 ವಿದ್ಯಾರ್ಥಿಗಳು ಗೈರು. ಹೂವಿನಹಡಗಲಿ 9 ಕೇಂದ್ರಗಳಲ್ಲಿ 2766 ಹಾಜರಾಗಿ, 36 ವಿದ್ಯಾರ್ಥಿಗಳು ಗೈರು. ಕೂಡ್ಲಿಗಿಯ 17 ಕೇಂದ್ರಗಳಲ್ಲಿ 4812 ವಿದ್ಯಾರ್ಥಿಗಳು ಹಾಜರಾಗಿ, 120 ವಿದ್ಯಾರ್ಥಿಗಳು ಗೈರು. ಹರಪನಹಳ್ಳಿಯಲ್ಲಿ 13 ಕೇಂದ್ರಗಳಲ್ಲಿ 4024 ವಿದ್ಯಾರ್ಥಿಗಳು — [957, 499, 1218, 785]
phone-icon: ☎ — [1106, 295, 1128, 315]
issue: Issue-ಸಂಚಿಕೆ: 84 — [26, 312, 131, 329]
dam-photo — [23, 761, 299, 924]
dam-level-value: : 21-03-2025 — [176, 933, 259, 947]
vedic-address: T.B. Dam Road, Beside M.S.P.L Park, Baldota Colony, HOSPET — [41, 615, 281, 655]
dam-level-label: ಇಂದಿನ ಮಟ್ಟ — [28, 964, 78, 978]
exam-table-cell: 5673 — [1338, 735, 1425, 753]
email[interactable]: hospettimes@gmail.com — [1115, 339, 1290, 355]
meeting-photo — [957, 990, 1498, 1239]
dam-level-value: : 19.69 ಟಿಎಂಸಿ — [176, 980, 252, 993]
dam-level-row — [24, 979, 298, 994]
founder-role: ಸಂಸ್ಥಾಪಕ ಸಂಪಾದಕರು — [315, 256, 405, 271]
story6-column-1: ಹೊಸಪೇಟೆ ಟೈಮ್ಸ್ ನ್ಯೂಸ್ ವಿಜಯನಗರ(ಹೊಸಪೇಟೆ): ಕನ್ನಡ ವಿಶ್ವವಿದ್ಯಾಲಯ ಹಂಪಿ ಹಾಗೂ ಶ್ರೀಮತಿ ಉಗಮದೇವಿ ಭರಮಲಾಲ್ ನಾಹರ್ ಥಿಯೋಸಾಫಿಕಲ್ ಮಹಿಳಾ ಕಾಲೇಜು, IQAC ಸಹಯೋಗದಲ್ಲಿ ಮಹಿಳೆ, ಕೃಷಿ ಮತ್ತು ಸಾಹಿತ್ಯ ಎನ್ನುವ ವಿಷಯದ ಕುರಿತು ವಿಶೇಷ ಉಪನ್ಯಾಸ ಕಾರ್ಯಕ್ರಮವನ್ನು ಹಮ್ಮಿಕೊಳ್ಳಲಾಯಿತು. ಈ ಕಾರ್ಯಕ್ರಮದಲ್ಲಿ ಮಹಿಳೆ ಮೂಲದ ರೈತ ಮಹಿಳೆಯರ ಸಹಕಾರ ಕಾಲಾವಧಿಯ ಅರಿವು ಮತ್ತು ಜೀವನ ಅನುಭವದ ಕತ್ತಲನ್ನು ವಿದ್ಯಾರ್ಥಿಗಳಿಗೆ ತಿಳಿಸಿದರು. ಕೌಟುಂಬಿಕ ಜವಾಬ್ದಾರಿಗಳೊಂದಿಗೆ ಕೃಷಿ ಚಟುವಟಿಕೆಗಳಲ್ಲಿ ಮಹಿಳೆಯರ ಪಾತ್ರ ಅತ್ಯಂತ ಮಹತ್ವದ್ದಾಗಿದೆ ಎಂದು ತಿಳಿಸಿದರು. — [957, 2008, 1221, 2210]
